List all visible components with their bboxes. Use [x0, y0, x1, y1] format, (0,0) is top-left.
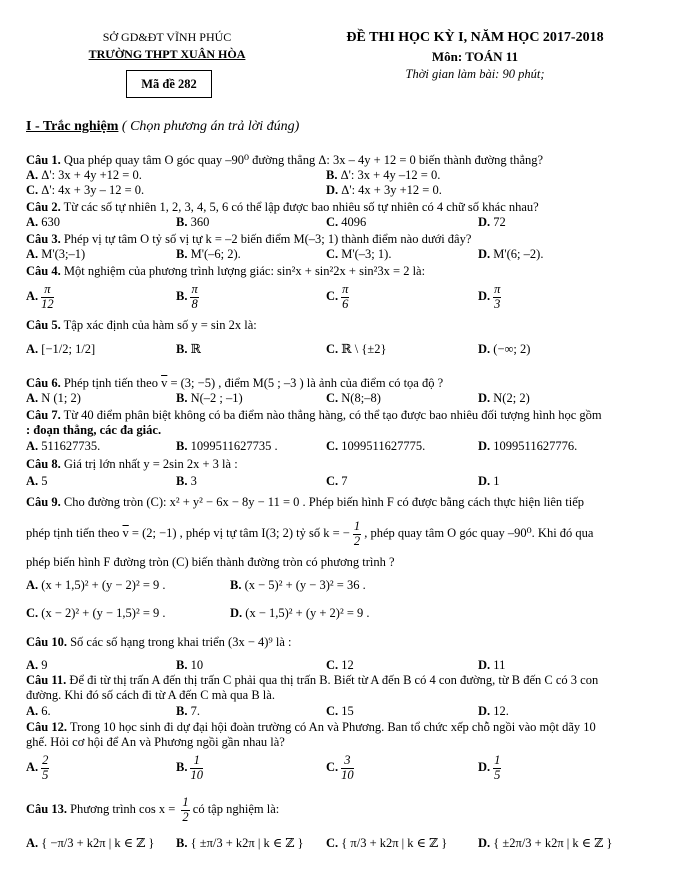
question-8: Câu 8. Giá trị lớn nhất y = 2sin 2x + 3 là : [26, 457, 238, 471]
q8-option-b[interactable]: B. 3 [176, 474, 197, 488]
q12-option-c[interactable]: C. $\frac{3}{10}$ [326, 753, 354, 782]
q7-option-d[interactable]: D. 1099511627776. [478, 439, 578, 453]
q9-option-b[interactable]: B. (x − 5)² + (y − 3)² = 36 . [230, 578, 366, 592]
q1-option-c[interactable]: C. Δ': 4x + 3y – 12 = 0. [26, 183, 145, 197]
question-4: Câu 4. Một nghiệm của phương trình lượng giác: sin²x + sin²2x + sin²3x = 2 là: [26, 264, 426, 278]
q6-option-a[interactable]: A. N (1; 2) [26, 391, 81, 405]
q2-option-c[interactable]: C. 4096 [326, 215, 367, 229]
q9-option-d[interactable]: D. (x − 1,5)² + (y + 2)² = 9 . [230, 606, 370, 620]
q7-option-b[interactable]: B. 1099511627735 . [176, 439, 278, 453]
section-heading [26, 119, 299, 135]
question-9-line2: phép tịnh tiến theo $\overline{v} = (2$; −1) , phép vị tự tâm I(3; 2) tỷ số k = − $\frac{1}{2}$ , phép quay tâm O góc quay –90⁰. Khi đó qua [26, 519, 594, 548]
q1-option-b[interactable]: B. Δ': 3x + 4y –12 = 0. [326, 168, 441, 182]
q7-option-c[interactable]: C. 1099511627775. [326, 439, 426, 453]
q3-option-a[interactable]: A. M'(3;–1) [26, 247, 86, 261]
question-13: Câu 13. Phương trình cos x = $\frac{1}{2}$ có tập nghiệm là: [26, 795, 280, 824]
exam-duration: Thời gian làm bài: 90 phút; [405, 67, 545, 81]
q13-option-b[interactable]: B. { ±π/3 + k2π | k ∈ ℤ } [176, 836, 304, 850]
q12-option-b[interactable]: B. $\frac{1}{10}$ [176, 753, 203, 782]
question-11-cont: đường. Khi đó số cách đi từ A đến C mà qua B là. [26, 688, 275, 702]
q3-option-b[interactable]: B. M'(–6; 2). [176, 247, 241, 261]
q10-option-a[interactable]: A. 9 [26, 658, 48, 672]
exam-subject: Môn: TOÁN 11 [431, 49, 519, 64]
question-1: Câu 1. Qua phép quay tâm O góc quay –90⁰ đường thẳng Δ: 3x – 4y + 12 = 0 biến thành đường thẳng? [26, 153, 544, 167]
q6-option-b[interactable]: B. N(–2 ; –1) [176, 391, 243, 405]
q4-option-a[interactable]: A. $\frac{\pi}{12}$ [26, 282, 54, 311]
q1-option-d[interactable]: D. Δ': 4x + 3y +12 = 0. [326, 183, 442, 197]
q11-option-d[interactable]: D. 12. [478, 704, 509, 718]
q8-option-a[interactable]: A. 5 [26, 474, 48, 488]
section-title: I - Trắc nghiệm [26, 119, 119, 134]
q1-option-a[interactable]: A. Δ': 3x + 4y +12 = 0. [26, 168, 142, 182]
q5-option-b[interactable]: B. ℝ [176, 342, 201, 356]
department-name: SỞ GD&ĐT VĨNH PHÚC [102, 30, 232, 44]
school-name: TRƯỜNG THPT XUÂN HÒA [88, 47, 246, 61]
q10-option-c[interactable]: C. 12 [326, 658, 354, 672]
question-12-cont: ghế. Hỏi cơ hội để An và Phương ngồi gần nhau là? [26, 735, 285, 749]
q4-option-b[interactable]: B. $\frac{\pi}{8}$ [176, 282, 198, 311]
q2-option-a[interactable]: A. 630 [26, 215, 61, 229]
question-7-cont: : đoạn thẳng, các đa giác. [26, 423, 162, 437]
question-3: Câu 3. Phép vị tự tâm O tỷ số vị tự k = –2 biến điểm M(–3; 1) thành điểm nào dưới đây? [26, 232, 472, 246]
q5-option-d[interactable]: D. (−∞; 2) [478, 342, 531, 356]
q11-option-b[interactable]: B. 7. [176, 704, 200, 718]
q10-option-b[interactable]: B. 10 [176, 658, 204, 672]
exam-code-box: Mã đề 282 [126, 70, 212, 98]
q6-option-d[interactable]: D. N(2; 2) [478, 391, 530, 405]
header-left [72, 30, 262, 62]
q4-option-c[interactable]: C. $\frac{\pi}{6}$ [326, 282, 349, 311]
q13-option-c[interactable]: C. { π/3 + k2π | k ∈ ℤ } [326, 836, 448, 850]
q12-option-d[interactable]: D. $\frac{1}{5}$ [478, 753, 501, 782]
q9-option-a[interactable]: A. (x + 1,5)² + (y − 2)² = 9 . [26, 578, 166, 592]
question-9-line3: phép biến hình F đường tròn (C) biến thành đường tròn có phương trình ? [26, 555, 395, 569]
q8-option-d[interactable]: D. 1 [478, 474, 500, 488]
q11-option-c[interactable]: C. 15 [326, 704, 354, 718]
header-right [300, 30, 650, 82]
question-9: Câu 9. Cho đường tròn (C): x² + y² − 6x − 8y − 11 = 0 . Phép biến hình F có được bằng cách thực hiện liên tiếp [26, 495, 585, 509]
question-2: Câu 2. Từ các số tự nhiên 1, 2, 3, 4, 5, 6 có thể lập được bao nhiêu số tự nhiên có 4 chữ số khác nhau? [26, 200, 539, 214]
question-7: Câu 7. Từ 40 điểm phân biệt không có ba điểm nào thẳng hàng, có thể tạo được bao nhiêu đối tượng hình học gồm [26, 408, 602, 422]
q5-option-c[interactable]: C. ℝ \ {±2} [326, 342, 387, 356]
question-11: Câu 11. Để đi từ thị trấn A đến thị trấn C phải qua thị trấn B. Biết từ A đến B có 4 con đường, từ B đến C có 3 con [26, 673, 599, 687]
section-note: ( Chọn phương án trả lời đúng) [121, 119, 300, 134]
q6-option-c[interactable]: C. N(8;–8) [326, 391, 381, 405]
q3-option-d[interactable]: D. M'(6; –2). [478, 247, 544, 261]
q3-option-c[interactable]: C. M'(–3; 1). [326, 247, 392, 261]
question-12: Câu 12. Trong 10 học sinh đi dự đại hội đoàn trường có An và Phương. Ban tổ chức xếp chỗ ngồi vào một dãy 10 [26, 720, 596, 734]
q4-option-d[interactable]: D. $\frac{\pi}{3}$ [478, 282, 501, 311]
q9-option-c[interactable]: C. (x − 2)² + (y − 1,5)² = 9 . [26, 606, 166, 620]
question-6: Câu 6. Phép tịnh tiến theo $\overline{v} = (3$; −5) , điểm M(5 ; –3 ) là ảnh của điểm có tọa độ ? [26, 376, 444, 390]
q8-option-c[interactable]: C. 7 [326, 474, 348, 488]
question-5: Câu 5. Tập xác định của hàm số y = sin 2x là: [26, 318, 257, 332]
exam-title: ĐỀ THI HỌC KỲ I, NĂM HỌC 2017-2018 [346, 30, 604, 45]
q13-option-d[interactable]: D. { ±2π/3 + k2π | k ∈ ℤ } [478, 836, 613, 850]
q5-option-a[interactable]: A. [−1/2; 1/2] [26, 342, 96, 356]
q7-option-a[interactable]: A. 511627735. [26, 439, 101, 453]
q13-option-a[interactable]: A. { −π/3 + k2π | k ∈ ℤ } [26, 836, 155, 850]
q2-option-d[interactable]: D. 72 [478, 215, 506, 229]
q2-option-b[interactable]: B. 360 [176, 215, 210, 229]
q11-option-a[interactable]: A. 6. [26, 704, 51, 718]
q12-option-a[interactable]: A. $\frac{2}{5}$ [26, 753, 49, 782]
question-10: Câu 10. Số các số hạng trong khai triển (3x − 4)⁹ là : [26, 635, 292, 649]
q10-option-d[interactable]: D. 11 [478, 658, 506, 672]
